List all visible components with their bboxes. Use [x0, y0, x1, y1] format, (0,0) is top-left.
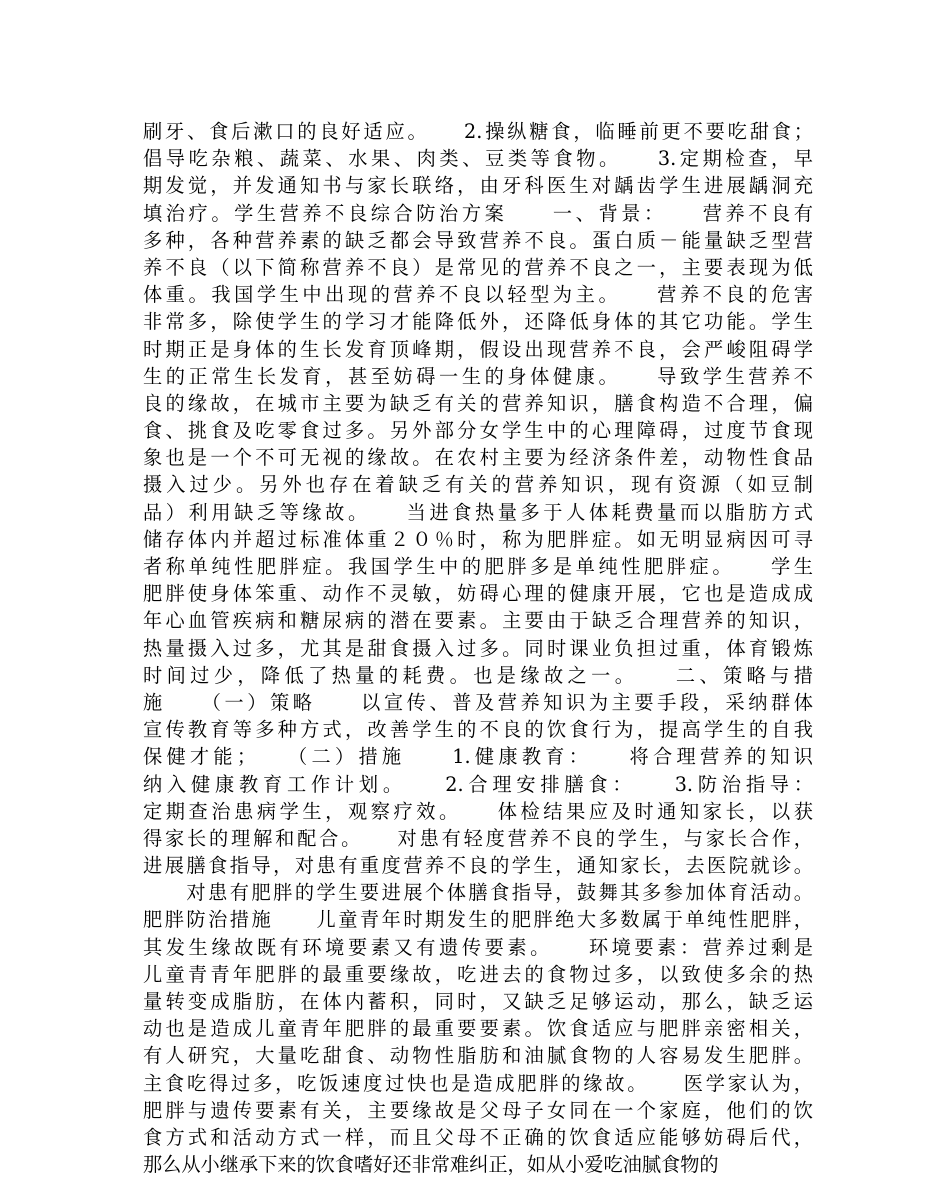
text-line: 储存体内并超过标准体重２０％时，称为肥胖症。如无明显病因可寻 [143, 527, 813, 551]
text-line: 得家长的理解和配合。 对患有轻度营养不良的学生，与家长合作， [143, 826, 813, 850]
text-line: 对患有肥胖的学生要进展个体膳食指导，鼓舞其多参加体育活动。 [143, 881, 813, 905]
text-line: 生的正常生长发育，甚至妨碍一生的身体健康。 导致学生营养不 [143, 364, 813, 388]
text-line: 倡导吃杂粮、蔬菜、水果、肉类、豆类等食物。 3.定期检查，早 [143, 147, 813, 171]
text-line: 象也是一个不可无视的缘故。在农村主要为经济条件差，动物性食品 [143, 446, 813, 470]
text-line: 填治疗。学生营养不良综合防治方案 一、背景： 营养不良有 [143, 201, 813, 225]
text-line: 进展膳食指导，对患有重度营养不良的学生，通知家长，去医院就诊。 [143, 854, 813, 878]
text-line: 时间过少，降低了热量的耗费。也是缘故之一。 二、策略与措 [143, 663, 813, 687]
text-line: 肥胖防治措施 儿童青年时期发生的肥胖绝大多数属于单纯性肥胖， [143, 908, 813, 932]
body-text [143, 118, 813, 1178]
text-line: 纳入健康教育工作计划。 2.合理安排膳食： 3.防治指导： [143, 772, 813, 796]
text-line: 年心血管疾病和糖尿病的潜在要素。主要由于缺乏合理营养的知识， [143, 609, 813, 633]
text-line: 有人研究，大量吃甜食、动物性脂肪和油腻食物的人容易发生肥胖。 [143, 1044, 813, 1068]
text-line: 者称单纯性肥胖症。我国学生中的肥胖多是单纯性肥胖症。 学生 [143, 555, 813, 578]
text-line: 品）利用缺乏等缘故。 当进食热量多于人体耗费量而以脂肪方式 [143, 500, 813, 524]
text-line: 多种，各种营养素的缺乏都会导致营养不良。蛋白质－能量缺乏型营 [143, 228, 813, 252]
text-line: 量转变成脂肪，在体内蓄积，同时，又缺乏足够运动，那么，缺乏运 [143, 990, 813, 1013]
text-line: 动也是造成儿童青年肥胖的最重要要素。饮食适应与肥胖亲密相关， [143, 1017, 813, 1041]
text-line: 食、挑食及吃零食过多。另外部分女学生中的心理障碍，过度节食现 [143, 419, 813, 443]
text-line: 期发觉，并发通知书与家长联络，由牙科医生对龋齿学生进展龋洞充 [143, 174, 813, 198]
text-line: 宣传教育等多种方式，改善学生的不良的饮食行为，提高学生的自我 [143, 718, 813, 742]
text-line: 定期查治患病学生，观察疗效。 体检结果应及时通知家长，以获 [143, 799, 813, 823]
text-line: 良的缘故，在城市主要为缺乏有关的营养知识，膳食构造不合理，偏 [143, 391, 813, 415]
text-line: 那么从小继承下来的饮食嗜好还非常难纠正，如从小爱吃油腻食物的 [143, 1153, 719, 1177]
text-line: 主食吃得过多，吃饭速度过快也是造成肥胖的缘故。 医学家认为， [143, 1071, 813, 1095]
text-line: 肥胖使身体笨重、动作不灵敏，妨碍心理的健康开展，它也是造成成 [143, 582, 813, 606]
text-line: 摄入过少。另外也存在着缺乏有关的营养知识，现有资源（如豆制 [143, 473, 813, 497]
text-line: 保健才能； （二）措施 1.健康教育： 将合理营养的知识 [143, 745, 813, 769]
text-line: 热量摄入过多，尤其是甜食摄入过多。同时课业负担过重，体育锻炼 [143, 636, 813, 660]
text-line: 时期正是身体的生长发育顶峰期，假设出现营养不良，会严峻阻碍学 [143, 337, 813, 361]
text-line: 施 （一）策略 以宣传、普及营养知识为主要手段，采纳群体 [143, 690, 813, 714]
text-line: 体重。我国学生中出现的营养不良以轻型为主。 营养不良的危害 [143, 283, 813, 307]
text-line: 其发生缘故既有环境要素又有遗传要素。 环境要素：营养过剩是 [143, 935, 813, 959]
text-line: 养不良（以下简称营养不良）是常见的营养不良之一，主要表现为低 [143, 255, 813, 279]
text-line: 食方式和活动方式一样，而且父母不正确的饮食适应能够妨碍后代， [143, 1125, 813, 1149]
text-line: 非常多，除使学生的学习才能降低外，还降低身体的其它功能。学生 [143, 310, 813, 334]
text-line: 儿童青青年肥胖的最重要缘故，吃进去的食物过多，以致使多余的热 [143, 962, 813, 986]
text-line: 肥胖与遗传要素有关，主要缘故是父母子女同在一个家庭，他们的饮 [143, 1098, 813, 1122]
text-line: 刷牙、食后漱口的良好适应。 2.操纵糖食，临睡前更不要吃甜食； [143, 120, 813, 143]
